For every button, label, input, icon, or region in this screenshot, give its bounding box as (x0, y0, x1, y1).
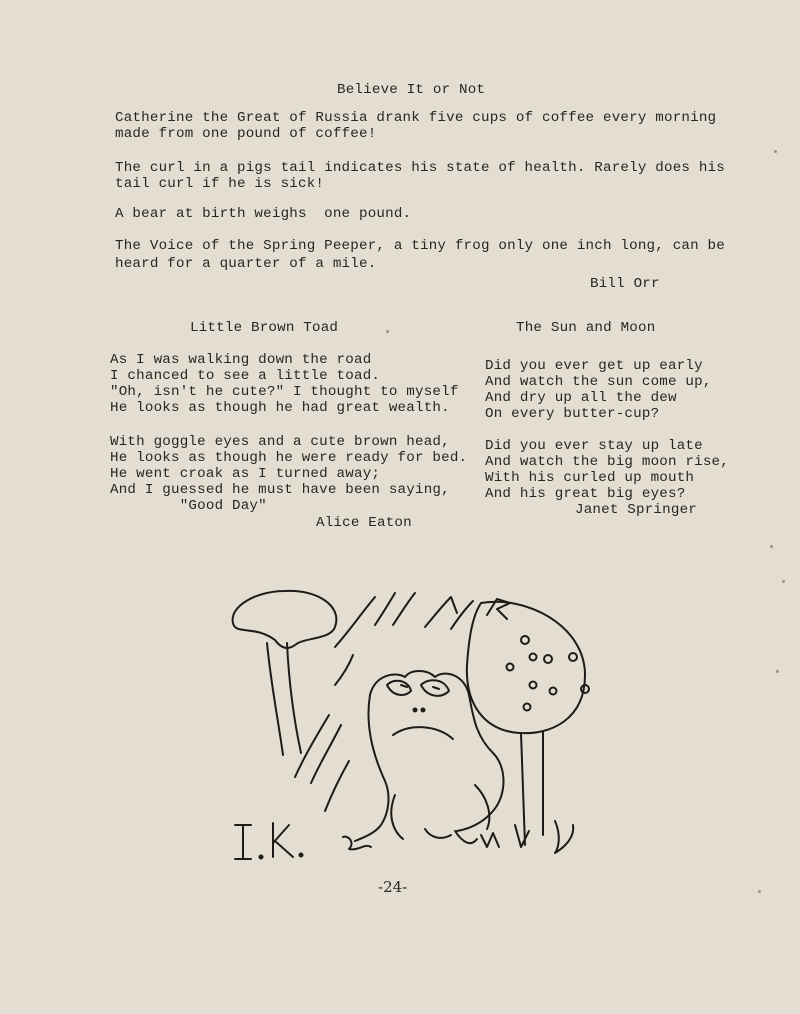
paper-speck (758, 890, 761, 893)
poem-left-line: "Oh, isn't he cute?" I thought to myself (110, 384, 459, 400)
poem-right-line: Did you ever get up early (485, 358, 703, 374)
poem-right-line: Did you ever stay up late (485, 438, 703, 454)
poem-left-line: He looks as though he had great wealth. (110, 400, 450, 416)
paragraph-3-line-1: A bear at birth weighs one pound. (115, 206, 412, 222)
poem-left-line: He looks as though he were ready for bed. (110, 450, 468, 466)
poem-left-line: And I guessed he must have been saying, (110, 482, 450, 498)
poem-left-line: I chanced to see a little toad. (110, 368, 381, 384)
poem-right-line: On every butter-cup? (485, 406, 660, 422)
poem-left-line: "Good Day" (110, 498, 267, 514)
poem-right-line: With his curled up mouth (485, 470, 695, 486)
paper-speck (782, 580, 785, 583)
paper-speck (770, 545, 773, 548)
poem-left-author: Alice Eaton (316, 515, 412, 531)
poem-right-author: Janet Springer (575, 502, 697, 518)
poem-right-line: And his great big eyes? (485, 486, 686, 502)
page-number: -24- (378, 878, 408, 896)
toad-illustration (225, 585, 595, 875)
poem-right-line: And watch the big moon rise, (485, 454, 729, 470)
paper-speck (386, 330, 389, 333)
article-title: Believe It or Not (337, 82, 486, 98)
paragraph-4-line-2: heard for a quarter of a mile. (115, 256, 377, 272)
paragraph-1-line-1: Catherine the Great of Russia drank five cups of coffee every morning (115, 110, 717, 126)
poem-left-title: Little Brown Toad (190, 320, 339, 336)
article-author: Bill Orr (590, 276, 660, 292)
paragraph-2-line-2: tail curl if he is sick! (115, 176, 325, 192)
paragraph-1-line-2: made from one pound of coffee! (115, 126, 377, 142)
paragraph-2-line-1: The curl in a pigs tail indicates his state of health. Rarely does his (115, 160, 725, 176)
poem-left-line: With goggle eyes and a cute brown head, (110, 434, 450, 450)
poem-right-line: And watch the sun come up, (485, 374, 712, 390)
poem-right-line: And dry up all the dew (485, 390, 677, 406)
poem-left-line: As I was walking down the road (110, 352, 372, 368)
paper-speck (776, 670, 779, 673)
paper-speck (774, 150, 777, 153)
poem-left-line: He went croak as I turned away; (110, 466, 381, 482)
paragraph-4-line-1: The Voice of the Spring Peeper, a tiny frog only one inch long, can be (115, 238, 725, 254)
poem-right-title: The Sun and Moon (516, 320, 656, 336)
